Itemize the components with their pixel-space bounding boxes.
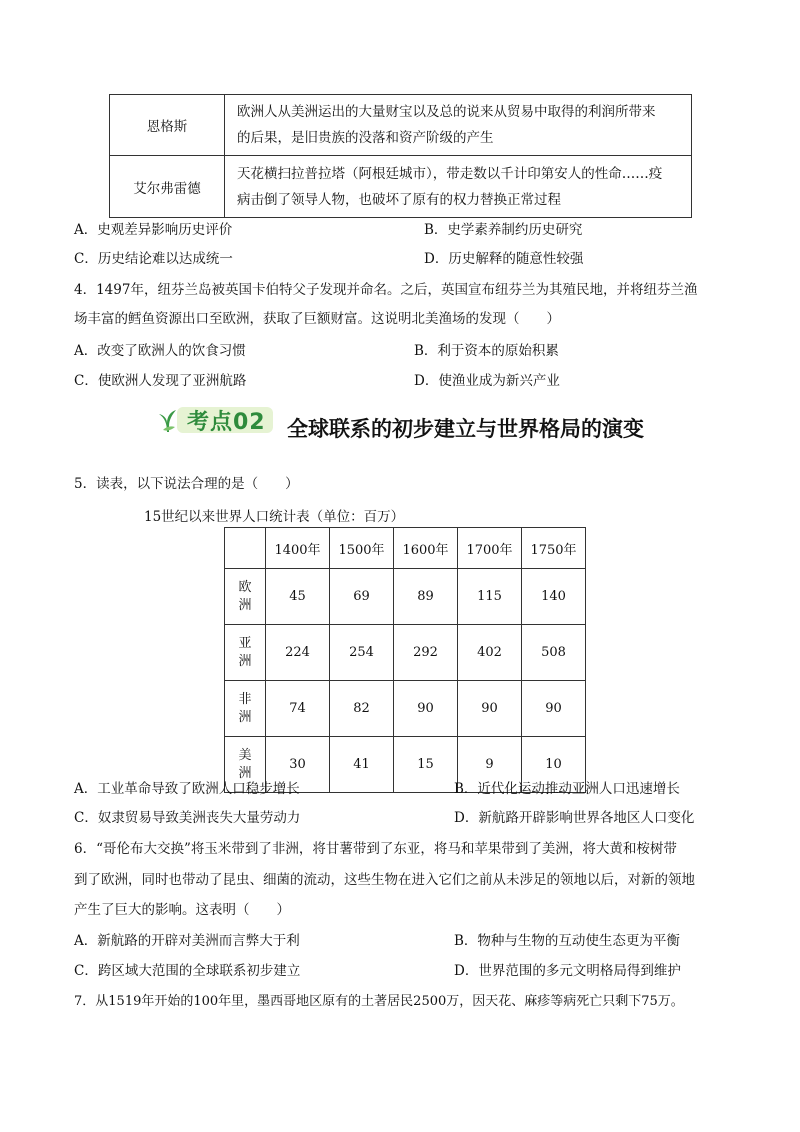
table-header-cell: 1600年 xyxy=(394,528,458,569)
table-cell: 508 xyxy=(522,625,586,681)
q4-option-b[interactable]: B．利于资本的原始积累 xyxy=(414,343,559,359)
quote-table xyxy=(109,94,692,218)
q5-option-a[interactable]: A．工业革命导致了欧洲人口稳步增长 xyxy=(74,781,300,797)
table-cell: 224 xyxy=(266,625,330,681)
table-cell: 74 xyxy=(266,681,330,737)
q6-option-d[interactable]: D．世界范围的多元文明格局得到维护 xyxy=(454,963,681,979)
q6-stem-line: 到了欧洲，同时也带动了昆虫、细菌的流动，这些生物在进入它们之前从未涉足的领地以后，对新的领地 xyxy=(74,872,695,888)
table-cell: 89 xyxy=(394,569,458,625)
table-cell: 30 xyxy=(266,737,330,793)
q6-option-b[interactable]: B．物种与生物的互动使生态更为平衡 xyxy=(454,933,680,949)
q4-stem-line: 4．1497年，纽芬兰岛被英国卡伯特父子发现并命名。之后，英国宣布纽芬兰为其殖民地，并将纽芬兰渔 xyxy=(74,282,698,298)
table-header-cell: 1500年 xyxy=(330,528,394,569)
region-cell: 非 洲 xyxy=(225,681,266,737)
q3-option-d[interactable]: D．历史解释的随意性较强 xyxy=(424,251,584,267)
table-header-cell: 1700年 xyxy=(458,528,522,569)
region-cell: 欧 洲 xyxy=(225,569,266,625)
table-cell: 90 xyxy=(458,681,522,737)
table-row xyxy=(225,681,586,737)
q5-option-d[interactable]: D．新航路开辟影响世界各地区人口变化 xyxy=(454,810,695,826)
quote-text xyxy=(225,156,692,218)
q4-option-d[interactable]: D．使渔业成为新兴产业 xyxy=(414,373,560,389)
q5-table-title: 15世纪以来世界人口统计表（单位：百万） xyxy=(144,509,405,525)
q4-option-c[interactable]: C．使欧洲人发现了亚洲航路 xyxy=(74,373,247,389)
table-header-cell: 1400年 xyxy=(266,528,330,569)
table-cell: 69 xyxy=(330,569,394,625)
table-cell: 15 xyxy=(394,737,458,793)
table-cell: 254 xyxy=(330,625,394,681)
section-badge-text: 考点02 xyxy=(187,410,266,435)
table-cell: 41 xyxy=(330,737,394,793)
population-table xyxy=(224,527,586,793)
table-row xyxy=(225,569,586,625)
table-cell: 292 xyxy=(394,625,458,681)
q6-option-c[interactable]: C．跨区域大范围的全球联系初步建立 xyxy=(74,963,301,979)
q6-stem-line: 6．“哥伦布大交换”将玉米带到了非洲，将甘薯带到了东亚，将马和苹果带到了美洲，将大黄和桉树带 xyxy=(74,841,677,857)
table-cell: 82 xyxy=(330,681,394,737)
table-cell: 140 xyxy=(522,569,586,625)
q3-option-c[interactable]: C．历史结论难以达成统一 xyxy=(74,251,233,267)
quote-text xyxy=(225,95,692,156)
region-cell: 美 洲 xyxy=(225,737,266,793)
q7-stem: 7．从1519年开始的100年里，墨西哥地区原有的土著居民2500万，因天花、麻疹等病死亡只剩下75万。 xyxy=(74,994,684,1009)
table-cell: 402 xyxy=(458,625,522,681)
section-title: 全球联系的初步建立与世界格局的演变 xyxy=(287,417,644,441)
quote-author: 艾尔弗雷德 xyxy=(110,156,225,218)
region-cell: 亚 洲 xyxy=(225,625,266,681)
table-cell: 90 xyxy=(394,681,458,737)
q5-option-b[interactable]: B．近代化运动推动亚洲人口迅速增长 xyxy=(454,781,680,797)
quote-line: 天花横扫拉普拉塔（阿根廷城市），带走数以千计印第安人的性命……疫 xyxy=(237,165,663,182)
q4-stem-line: 场丰富的鳕鱼资源出口至欧洲，获取了巨额财富。这说明北美渔场的发现（ ） xyxy=(74,311,560,327)
leaf-icon xyxy=(155,408,179,434)
table-cell: 90 xyxy=(522,681,586,737)
table-cell: 10 xyxy=(522,737,586,793)
q4-option-a[interactable]: A．改变了欧洲人的饮食习惯 xyxy=(74,343,246,359)
table-cell: 9 xyxy=(458,737,522,793)
table-header-cell xyxy=(225,528,266,569)
q5-stem: 5．读表，以下说法合理的是（ ） xyxy=(74,476,299,492)
q6-option-a[interactable]: A．新航路的开辟对美洲而言弊大于利 xyxy=(74,933,300,949)
quote-line: 病击倒了领导人物，也破坏了原有的权力替换正常过程 xyxy=(237,191,561,208)
table-row xyxy=(225,625,586,681)
table-cell: 45 xyxy=(266,569,330,625)
quote-author: 恩格斯 xyxy=(110,95,225,156)
q3-option-a[interactable]: A．史观差异影响历史评价 xyxy=(74,222,233,238)
section-badge xyxy=(155,404,273,434)
quote-line: 欧洲人从美洲运出的大量财宝以及总的说来从贸易中取得的利润所带来 xyxy=(237,104,656,120)
q6-stem-line: 产生了巨大的影响。这表明（ ） xyxy=(74,902,290,918)
q3-option-b[interactable]: B．史学素养制约历史研究 xyxy=(424,222,583,238)
q5-option-c[interactable]: C．奴隶贸易导致美洲丧失大量劳动力 xyxy=(74,810,301,826)
table-header-cell: 1750年 xyxy=(522,528,586,569)
table-cell: 115 xyxy=(458,569,522,625)
quote-line: 的后果，是旧贵族的没落和资产阶级的产生 xyxy=(237,130,494,146)
